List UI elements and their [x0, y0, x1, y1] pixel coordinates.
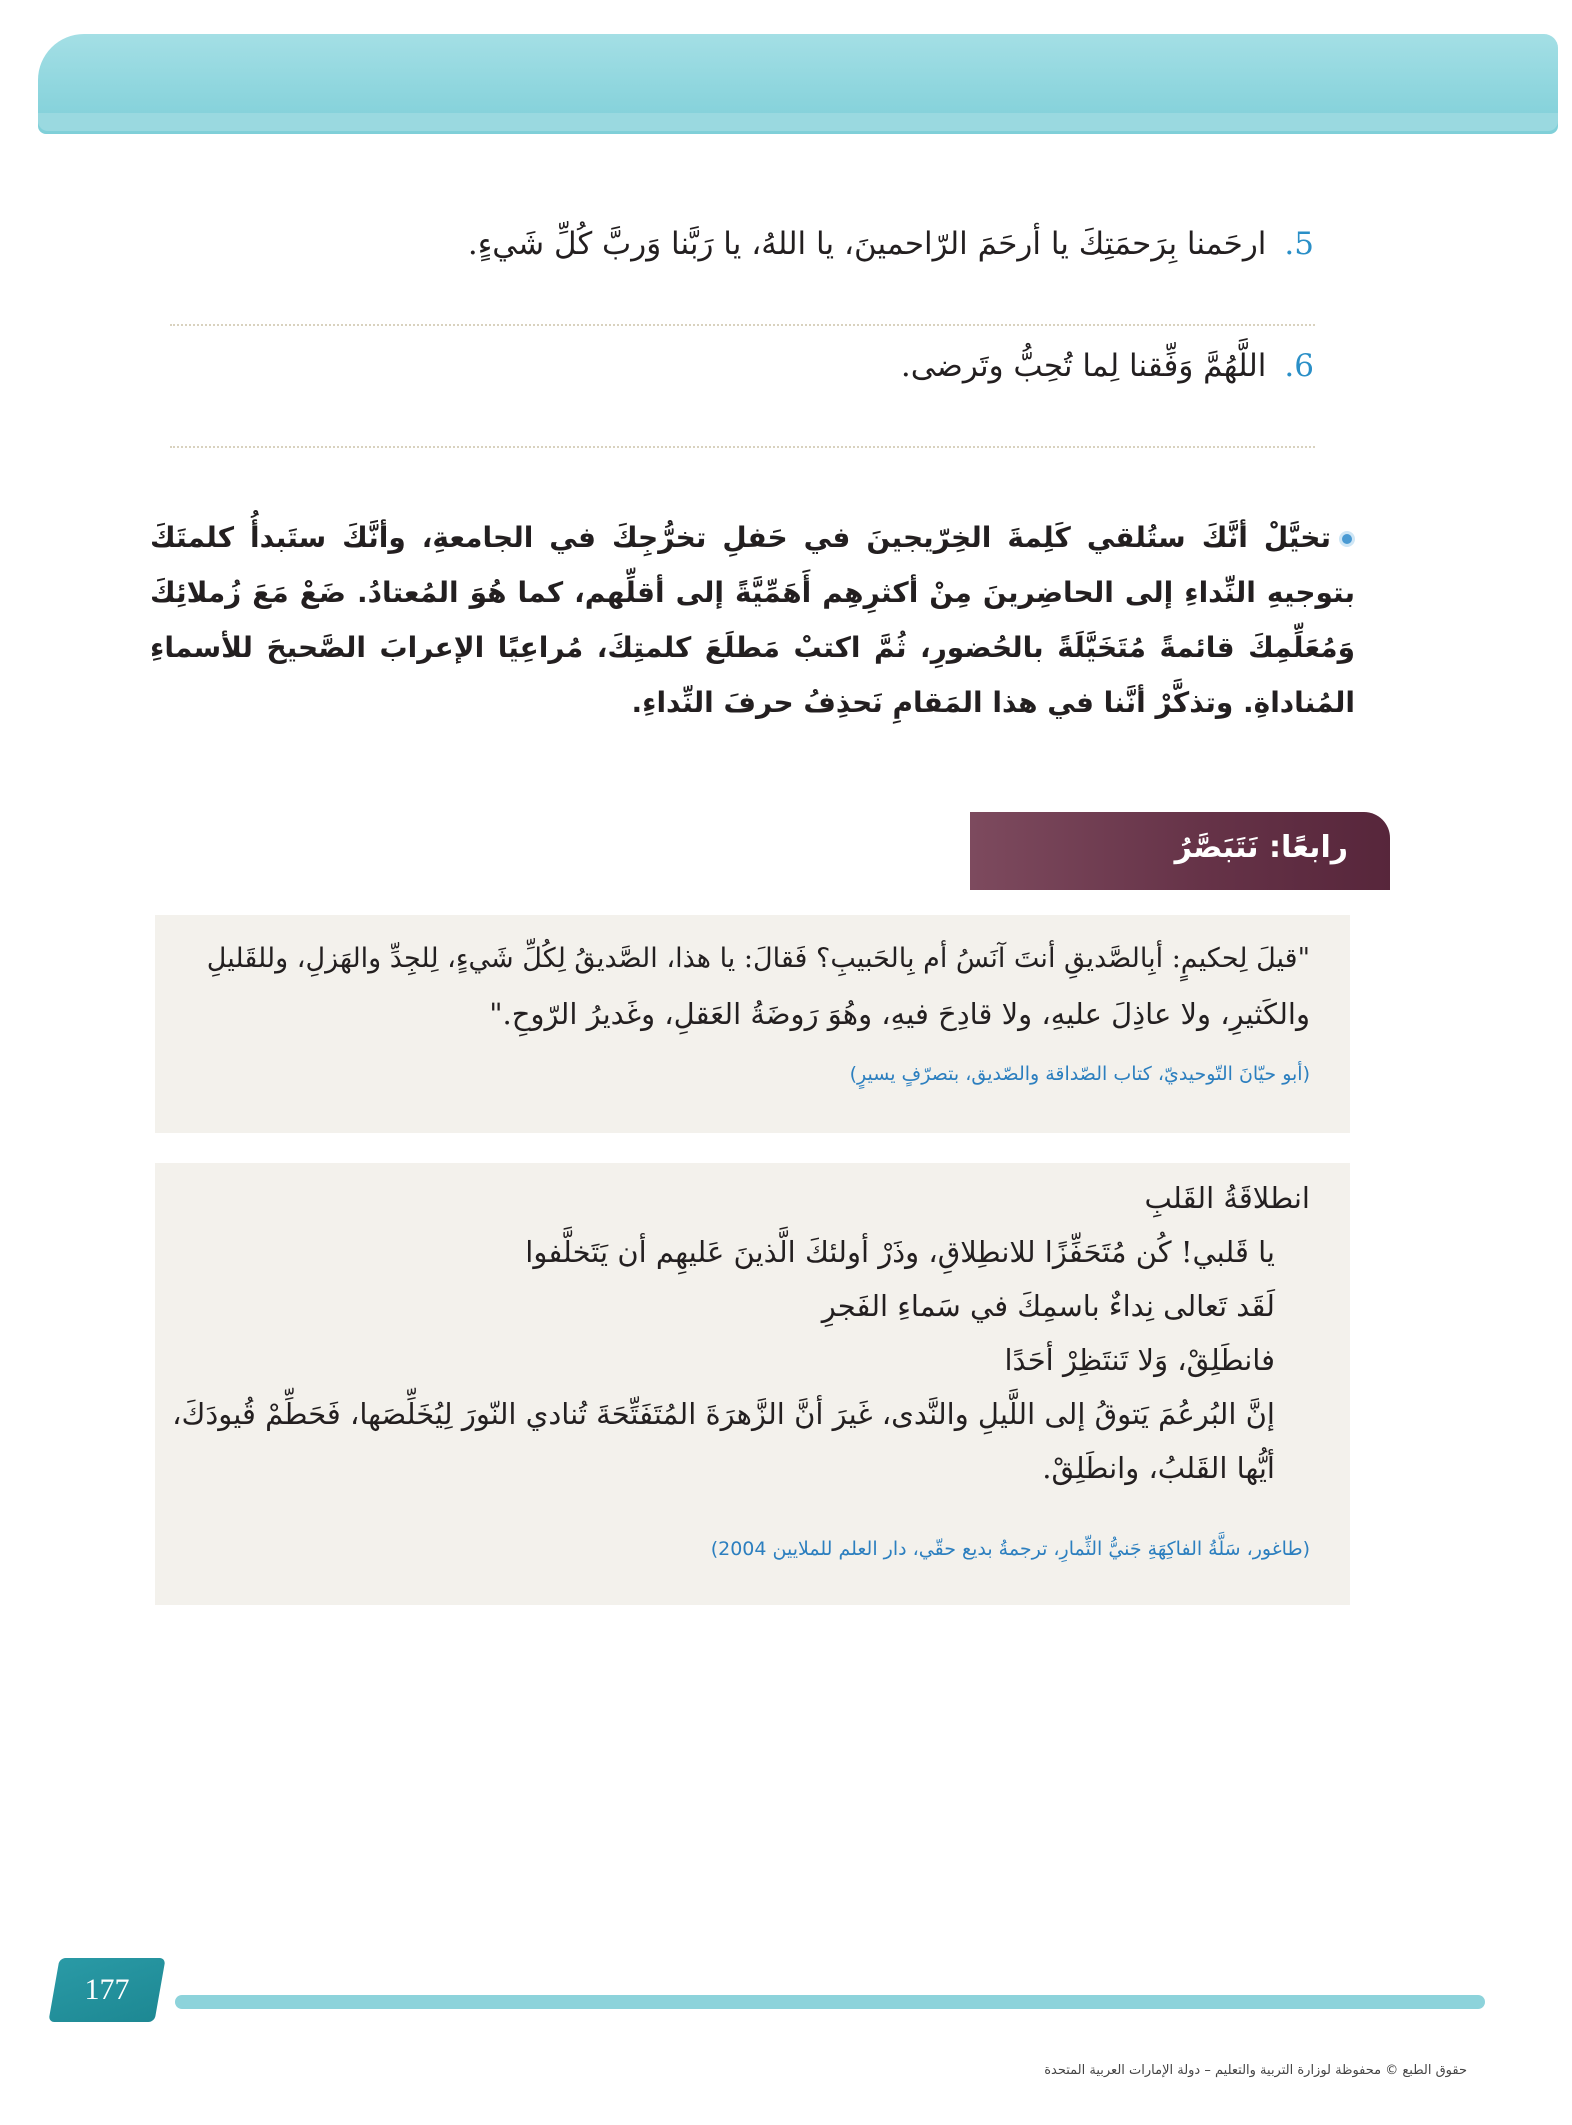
section-title: رابعًا: نَتَبَصَّرُ — [1174, 830, 1348, 865]
poem-line: يا قَلبي! كُن مُتَحَفِّزًا للانطِلاقِ، وذَرْ أولئكَ الَّذينَ عَليهِم أن يَتَخلَّفوا — [525, 1235, 1275, 1269]
poem-source: (طاغور، سَلَّةُ الفاكِهَةِ جَنيُّ الثِّمارِ، ترجمةُ بديع حقّي، دار العلم للملايين 2004) — [710, 1538, 1310, 1560]
bullet-icon — [1339, 531, 1355, 547]
exercise-text: اللَّهُمَّ وَفِّقنا لِما تُحِبُّ وتَرضى. — [900, 348, 1267, 384]
quote-line: والكَثيرِ، ولا عاذِلَ عليهِ، ولا قادِحَ فيهِ، وهُوَ رَوضَةُ العَقلِ، وغَديرُ الرّوحِ." — [489, 997, 1310, 1031]
poem-box — [155, 1163, 1350, 1605]
copyright-notice: حقوق الطبع © محفوظة لوزارة التربية والتعليم – دولة الإمارات العربية المتحدة — [1044, 2063, 1467, 2078]
footer-line — [175, 1995, 1485, 2009]
poem-line: أيُّها القَلبُ، وانطَلِقْ. — [1042, 1451, 1275, 1485]
writing-task — [150, 510, 1355, 730]
quote-source: (أبو حيّانَ التّوحيديّ، كتاب الصّداقة والصّديق، بتصرّفٍ يسيرٍ) — [849, 1063, 1310, 1085]
quote-line: "قيلَ لِحكيمٍ: أبِالصَّديقِ أنتَ آنَسُ أم بِالحَبيبِ؟ فَقالَ: يا هذا، الصَّديقُ لِكُلِّ شَيءٍ، لِلجِدِّ والهَزلِ، وللقَليلِ — [206, 943, 1310, 974]
page-number: 177 — [84, 1973, 130, 2006]
answer-line[interactable] — [170, 446, 1315, 448]
poem-title: انطلاقَةُ القَلبِ — [1144, 1181, 1310, 1215]
header-band-edge — [38, 113, 1558, 131]
exercise-text: ارحَمنا بِرَحمَتِكَ يا أرحَمَ الرّاحمينَ، يا اللهُ، يا رَبَّنا وَربَّ كُلِّ شَيءٍ. — [467, 226, 1267, 262]
quote-box — [155, 915, 1350, 1133]
exercise-number: 6. — [1284, 348, 1314, 384]
poem-line: إنَّ البُرعُمَ يَتوقُ إلى اللَّيلِ والنَّدى، غَيرَ أنَّ الزَّهرَةَ المُتَفَتِّحَةَ تُنادي النّورَ لِيُخَلِّصَها، فَحَطِّمْ قُيودَكَ، — [172, 1397, 1275, 1431]
writing-task-text: تخيَّلْ أنَّكَ ستُلقي كَلِمةَ الخِرّيجينَ في حَفلِ تخرُّجِكَ في الجامعةِ، وأنَّكَ ستَبدأُ كلمتَكَ بتوجيهِ النِّداءِ إلى الحاضِرينَ مِنْ أكثرِهِم أَهَمِّيَّةً إلى أقلِّهم، كما هُوَ المُعتادُ. ضَعْ مَعَ زُملائِكَ وَمُعَلِّمِكَ قائمةً مُتَخَيَّلَةً بالحُضورِ، ثُمَّ اكتبْ مَطلَعَ كلمتِكَ، مُراعِيًا الإعرابَ الصَّحيحَ للأسماءِ المُناداةِ. وتذكَّرْ أنَّنا في هذا المَقامِ نَحذِفُ حرفَ النِّداءِ. — [150, 521, 1355, 719]
exercise-item — [214, 220, 1314, 268]
exercise-number: 5. — [1284, 226, 1314, 262]
answer-line[interactable] — [170, 324, 1315, 326]
exercise-item — [214, 342, 1314, 390]
poem-line: فانطَلِقْ، وَلا تَنتَظِرْ أحَدًا — [1004, 1343, 1275, 1377]
section-header — [970, 812, 1390, 890]
poem-line: لَقَد تَعالى نِداءٌ باسمِكَ في سَماءِ الفَجرِ — [821, 1289, 1275, 1323]
